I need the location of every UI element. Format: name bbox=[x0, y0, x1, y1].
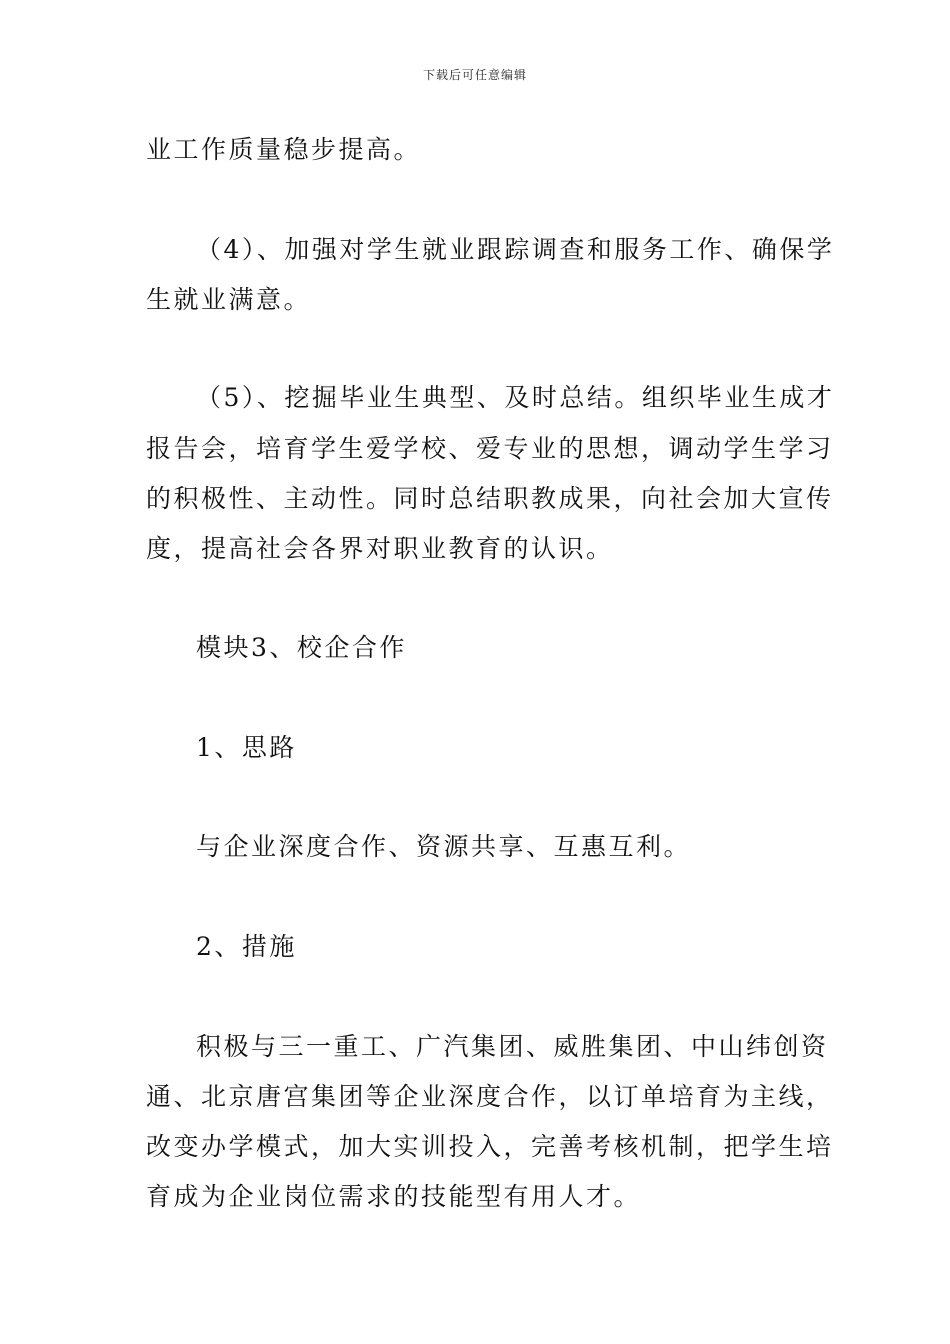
paragraph-line: 度，提高社会各界对职业教育的认识。 bbox=[146, 534, 614, 563]
subsection-heading: 1、思路 bbox=[196, 733, 297, 762]
paragraph-line: 的积极性、主动性。同时总结职教成果，向社会加大宣传 bbox=[146, 484, 834, 513]
subsection-heading: 2、措施 bbox=[196, 932, 297, 961]
paragraph-line: 改变办学模式，加大实训投入，完善考核机制，把学生培 bbox=[146, 1132, 834, 1161]
paragraph-line: （5）、挖掘毕业生典型、及时总结。组织毕业生成才 bbox=[196, 383, 835, 412]
section-heading: 模块3、校企合作 bbox=[196, 633, 407, 662]
paragraph-line: 育成为企业岗位需求的技能型有用人才。 bbox=[146, 1182, 642, 1211]
paragraph-line: 报告会，培育学生爱学校、爱专业的思想，调动学生学习 bbox=[146, 434, 834, 463]
paragraph-line: 业工作质量稳步提高。 bbox=[146, 135, 422, 164]
paragraph-line: （4）、加强对学生就业跟踪调查和服务工作、确保学 bbox=[196, 235, 835, 264]
paragraph-line: 通、北京唐宫集团等企业深度合作，以订单培育为主线， bbox=[146, 1082, 834, 1111]
paragraph-line: 生就业满意。 bbox=[146, 285, 312, 314]
paragraph-line: 积极与三一重工、广汽集团、威胜集团、中山纬创资 bbox=[196, 1032, 829, 1061]
paragraph-line: 与企业深度合作、资源共享、互惠互利。 bbox=[196, 832, 692, 861]
page-header: 下载后可任意编辑 bbox=[422, 68, 527, 82]
